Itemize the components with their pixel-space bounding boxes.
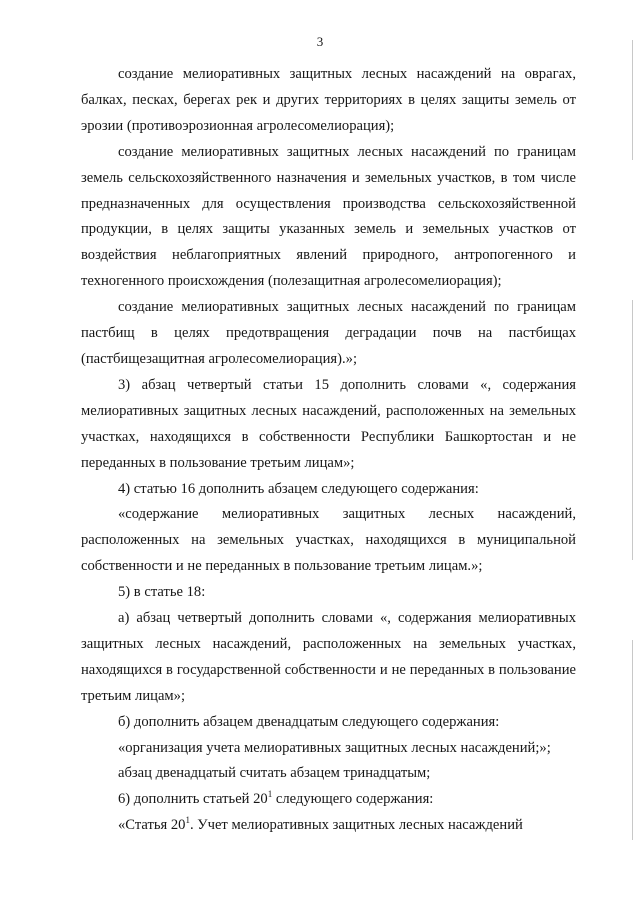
paragraph: абзац двенадцатый считать абзацем тринадцатым; <box>118 765 431 782</box>
paragraph <box>81 787 576 813</box>
paragraph-text: следующего содержания: <box>272 791 434 808</box>
paragraph: 4) статью 16 дополнить абзацем следующего содержания: <box>118 480 479 497</box>
paragraph: «организация учета мелиоративных защитных лесных насаждений;»; <box>118 739 551 756</box>
superscript: 1 <box>185 815 190 826</box>
scan-edge-mark <box>632 640 633 840</box>
page-number: 3 <box>316 34 324 49</box>
paragraph: 5) в статье 18: <box>118 584 206 601</box>
paragraph-text: «Статья 20 <box>118 817 186 834</box>
superscript: 1 <box>267 789 273 800</box>
paragraph <box>81 813 576 839</box>
paragraph: создание мелиоративных защитных лесных насаждений по границам пастбищ в целях предотвращения деградации почв на пастбищах (пастбищезащитная агролесомелиорация).»; <box>81 299 576 367</box>
scan-edge-mark <box>632 40 633 160</box>
paragraph-text: . Учет мелиоративных защитных лесных насаждений <box>189 817 523 834</box>
paragraph: а) абзац четвертый дополнить словами «, содержания мелиоративных защитных лесных насаждений, расположенных на земельных участках, находящихся в государственной собственности и не переданных в пользование третьим лицам»; <box>81 610 576 704</box>
scan-edge-mark <box>632 300 633 560</box>
paragraph: 3) абзац четвертый статьи 15 дополнить словами «, содержания мелиоративных защитных лесных насаждений, расположенных на земельных участках, находящихся в собственности Республики Башкортостан и не переданных в пользование третьим лицам»; <box>81 376 576 471</box>
paragraph: «содержание мелиоративных защитных лесных насаждений, расположенных на земельных участках, находящихся в муниципальной собственности и не переданных в пользование третьим лицам.»; <box>81 506 576 575</box>
paragraph-text: 6) дополнить статьей 20 <box>118 791 268 808</box>
paragraph: создание мелиоративных защитных лесных насаждений на оврагах, балках, песках, берегах рек и других территориях в целях защиты земель от эрозии (противоэрозионная агролесомелиорация); <box>81 66 576 134</box>
document-body <box>81 62 576 839</box>
paragraph: б) дополнить абзацем двенадцатым следующего содержания: <box>118 713 500 730</box>
paragraph: создание мелиоративных защитных лесных насаждений по границам земель сельскохозяйственного назначения и земельных участков, в том числе предназначенных для осуществления производства сельскохозяйственной продукции, в целях защиты указанных земель и земельных участков от воздействия неблагоприятных явлений природного, антропогенного и техногенного происхождения (полезащитная агролесомелиорация); <box>81 143 576 290</box>
